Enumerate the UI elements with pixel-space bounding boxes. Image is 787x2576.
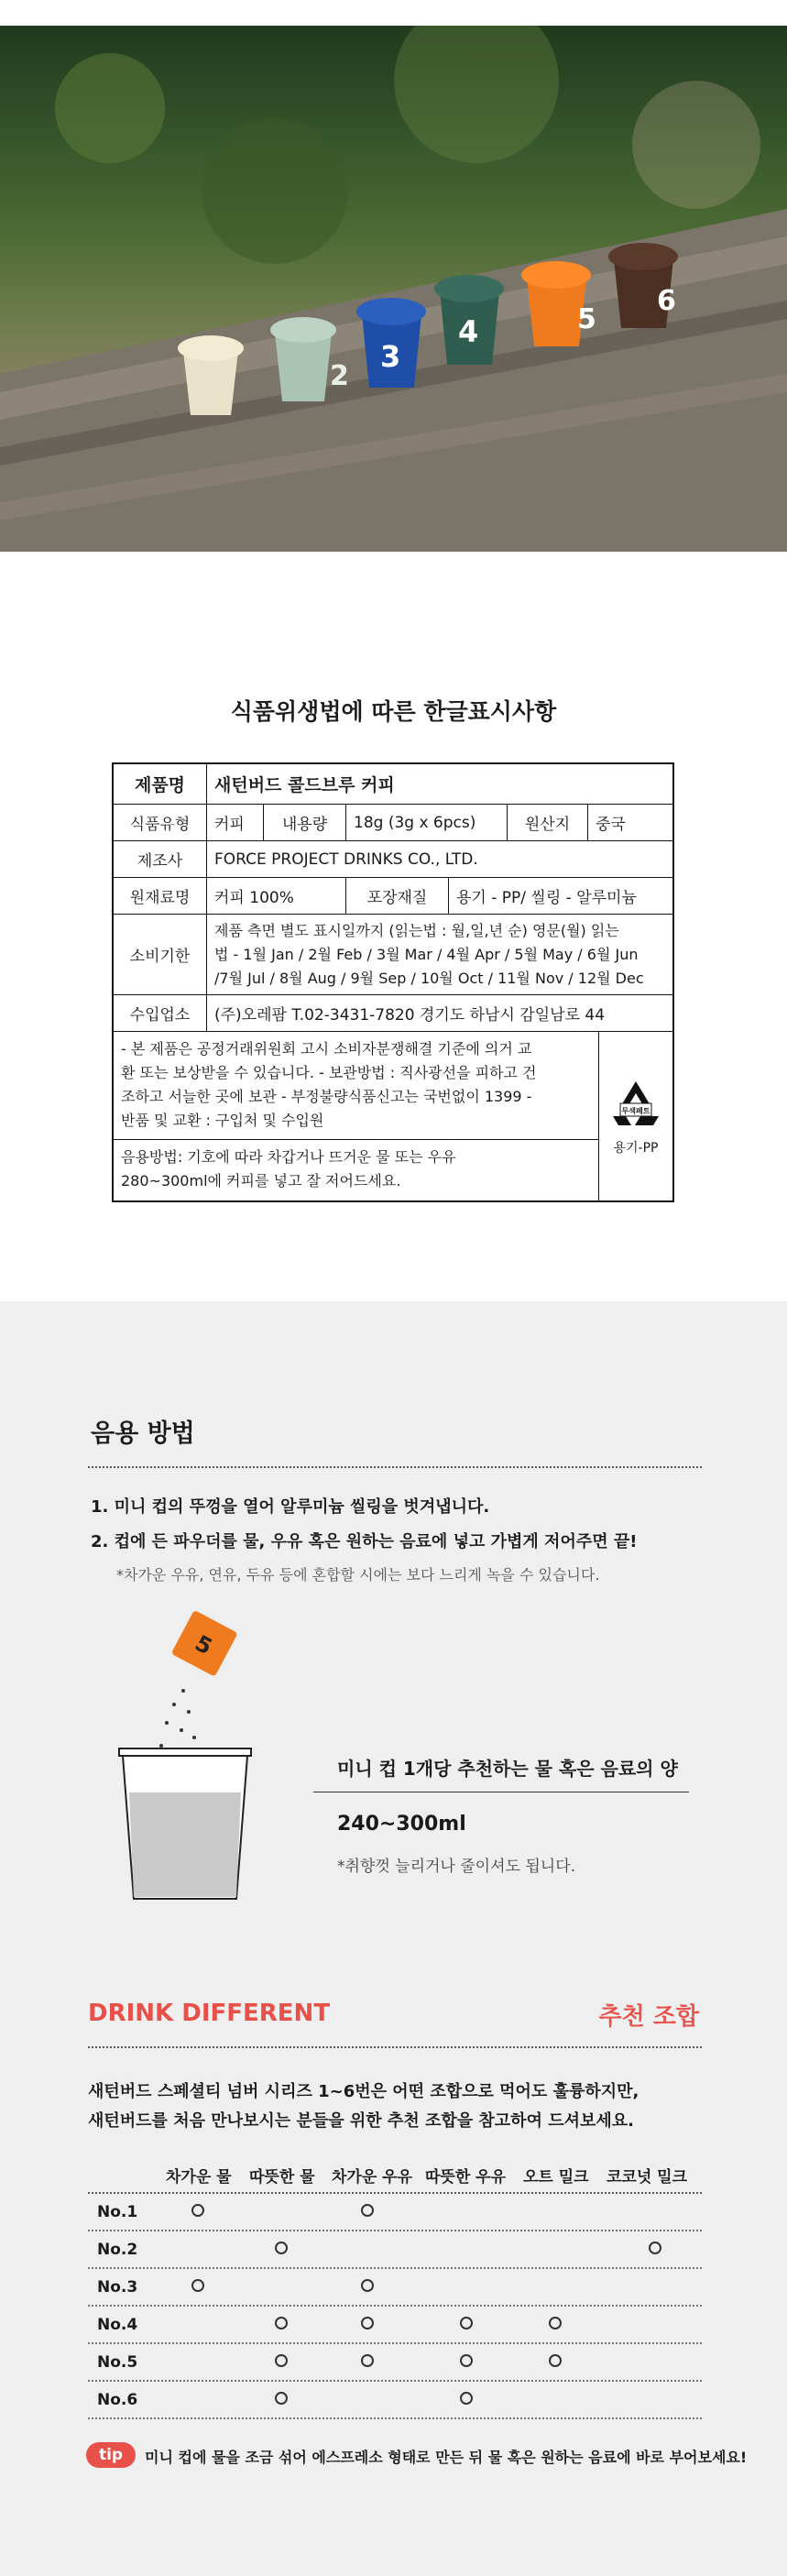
col-cold-milk: 차가운 우유 (332, 2168, 413, 2187)
tip-badge: tip (86, 2442, 136, 2468)
drink-title: DRINK DIFFERENT (88, 2000, 331, 2027)
svg-text:5: 5 (191, 1629, 217, 1661)
notice-line-4: 반품 및 교환 : 구입처 및 수입원 (121, 1112, 324, 1129)
notice-line-3: 조하고 서늘한 곳에 보관 - 부정불량식품신고는 국번없이 1399 - (121, 1088, 532, 1105)
matrix-row-label: No.2 (97, 2241, 138, 2259)
expiry-value (207, 915, 672, 994)
matrix-row (88, 2195, 702, 2231)
usage-line-1: 음용방법: 기호에 따라 차갑거나 뜨거운 물 또는 우유 (121, 1148, 456, 1166)
recommend-circle-icon (460, 2317, 473, 2329)
matrix-row (88, 2232, 702, 2269)
recommend-circle-icon (275, 2317, 288, 2329)
hero-illustration (0, 26, 787, 552)
maker-key: 제조사 (114, 841, 207, 877)
recommend-title: 미니 컵 1개당 추천하는 물 혹은 음료의 양 (337, 1758, 678, 1780)
ingredient-key: 원재료명 (114, 878, 207, 914)
product-name-value: 새턴버드 콜드브루 커피 (214, 775, 395, 795)
recommend-circle-icon (361, 2354, 374, 2367)
col-oat-milk: 오트 밀크 (523, 2168, 589, 2187)
packaging-key: 포장재질 (346, 878, 449, 914)
matrix-row (88, 2307, 702, 2344)
recommend-amount: 240~300ml (337, 1813, 466, 1836)
type-key: 식품유형 (114, 805, 207, 840)
expiry-line-2: 법 - 1월 Jan / 2월 Feb / 3월 Mar / 4월 Apr / 5월 May / 6월 Jun (214, 945, 639, 963)
matrix-row-label: No.1 (97, 2203, 138, 2221)
recommend-combo-title: 추천 조합 (598, 2003, 699, 2031)
col-hot-water: 따뜻한 물 (249, 2168, 315, 2187)
row-importer (114, 995, 672, 1032)
product-name-key: 제품명 (114, 764, 207, 804)
tip-text: 미니 컵에 물을 조금 섞어 에스프레소 형태로 만든 뒤 물 혹은 원하는 음료에 바로 부어보세요! (145, 2449, 748, 2466)
row-type (114, 805, 672, 841)
pour-illustration (110, 1604, 266, 1906)
packaging-value: 용기 - PP/ 씰링 - 알루미늄 (456, 889, 637, 907)
recycle-mark-box (598, 1032, 672, 1200)
col-cold-water: 차가운 물 (166, 2168, 232, 2187)
svg-text:5: 5 (577, 303, 596, 335)
recommend-circle-icon (460, 2392, 473, 2405)
matrix-header-divider (88, 2192, 702, 2194)
recommend-circle-icon (275, 2354, 288, 2367)
recommend-circle-icon (361, 2204, 374, 2217)
matrix-row (88, 2383, 702, 2419)
content-key: 내용량 (264, 805, 346, 840)
col-coconut-milk: 코코넛 밀크 (607, 2168, 688, 2187)
row-product-name (114, 764, 672, 805)
recommend-note: *취향껏 늘리거나 줄이셔도 됩니다. (337, 1858, 576, 1876)
recommend-circle-icon (549, 2317, 562, 2329)
origin-key: 원산지 (508, 805, 588, 840)
hero-photo (0, 26, 787, 552)
maker-value: FORCE PROJECT DRINKS CO., LTD. (214, 850, 478, 869)
svg-text:4: 4 (458, 314, 479, 349)
recycle-icon (607, 1076, 664, 1133)
drink-divider (88, 2046, 702, 2048)
importer-key: 수입업소 (114, 995, 207, 1031)
recommend-circle-icon (275, 2242, 288, 2254)
svg-text:무색페트: 무색페트 (621, 1107, 650, 1115)
svg-text:2: 2 (330, 360, 349, 392)
recommend-circle-icon (361, 2279, 374, 2292)
howto-title: 음용 방법 (91, 1420, 195, 1448)
matrix-row-label: No.5 (97, 2353, 138, 2372)
type-value: 커피 (207, 805, 264, 840)
usage-line-2: 280~300ml에 커피를 넣고 잘 저어드세요. (121, 1172, 401, 1189)
howto-step-2: 2. 컵에 든 파우더를 물, 우유 혹은 원하는 음료에 넣고 가볍게 저어주면 끝! (91, 1532, 638, 1551)
content-value: 18g (3g x 6pcs) (346, 805, 508, 840)
matrix-row-label: No.6 (97, 2391, 138, 2409)
svg-text:6: 6 (657, 285, 676, 317)
recommend-circle-icon (361, 2317, 374, 2329)
howto-note: *차가운 우유, 연유, 두유 등에 혼합할 시에는 보다 느리게 녹을 수 있습니다. (116, 1566, 600, 1584)
importer-value: (주)오레팜 T.02-3431-7820 경기도 하남시 감일남로 44 (214, 1006, 606, 1025)
notice-line-2: 환 또는 보상받을 수 있습니다. - 보관방법 : 직사광선을 피하고 건 (121, 1064, 537, 1081)
usage-block (114, 1140, 599, 1200)
expiry-key: 소비기한 (114, 915, 207, 994)
col-hot-milk: 따뜻한 우유 (425, 2168, 507, 2187)
matrix-row-label: No.4 (97, 2316, 138, 2334)
matrix-header (88, 2164, 702, 2187)
recommend-circle-icon (549, 2354, 562, 2367)
drink-intro-1: 새턴버드 스페셜티 넘버 시리즈 1~6번은 어떤 조합으로 먹어도 훌륭하지만, (88, 2082, 639, 2101)
origin-value: 중국 (596, 816, 626, 834)
row-notice (114, 1032, 672, 1200)
row-ingredient (114, 878, 672, 915)
recommend-circle-icon (460, 2354, 473, 2367)
row-expiry (114, 915, 672, 995)
matrix-row-label: No.3 (97, 2278, 138, 2296)
howto-divider (88, 1466, 702, 1468)
ingredient-value: 커피 100% (207, 878, 346, 914)
expiry-line-1: 제품 측면 별도 표시일까지 (읽는법 : 월,일,년 순) 영문(월) 읽는 (214, 921, 619, 939)
label-title: 식품위생법에 따른 한글표시사항 (230, 698, 557, 725)
recommend-circle-icon (191, 2279, 204, 2292)
recommend-circle-icon (649, 2242, 661, 2254)
label-table (112, 762, 674, 1202)
notice-line-1: - 본 제품은 공정거래위원회 고시 소비자분쟁해결 기준에 의거 교 (121, 1040, 532, 1058)
notice-block (114, 1032, 599, 1140)
recommend-circle-icon (275, 2392, 288, 2405)
matrix-row (88, 2345, 702, 2382)
drink-intro-2: 새턴버드를 처음 만나보시는 분들을 위한 추천 조합을 참고하여 드셔보세요. (88, 2111, 634, 2131)
matrix-row (88, 2270, 702, 2307)
svg-text:3: 3 (380, 339, 401, 374)
recommend-circle-icon (191, 2204, 204, 2217)
expiry-line-3: /7월 Jul / 8월 Aug / 9월 Sep / 10월 Oct / 11월 Nov / 12월 Dec (214, 969, 644, 987)
howto-step-1: 1. 미니 컵의 뚜껑을 열어 알루미늄 씰링을 벗겨냅니다. (91, 1497, 490, 1517)
recycle-label: 용기-PP (613, 1141, 659, 1156)
row-maker (114, 841, 672, 878)
